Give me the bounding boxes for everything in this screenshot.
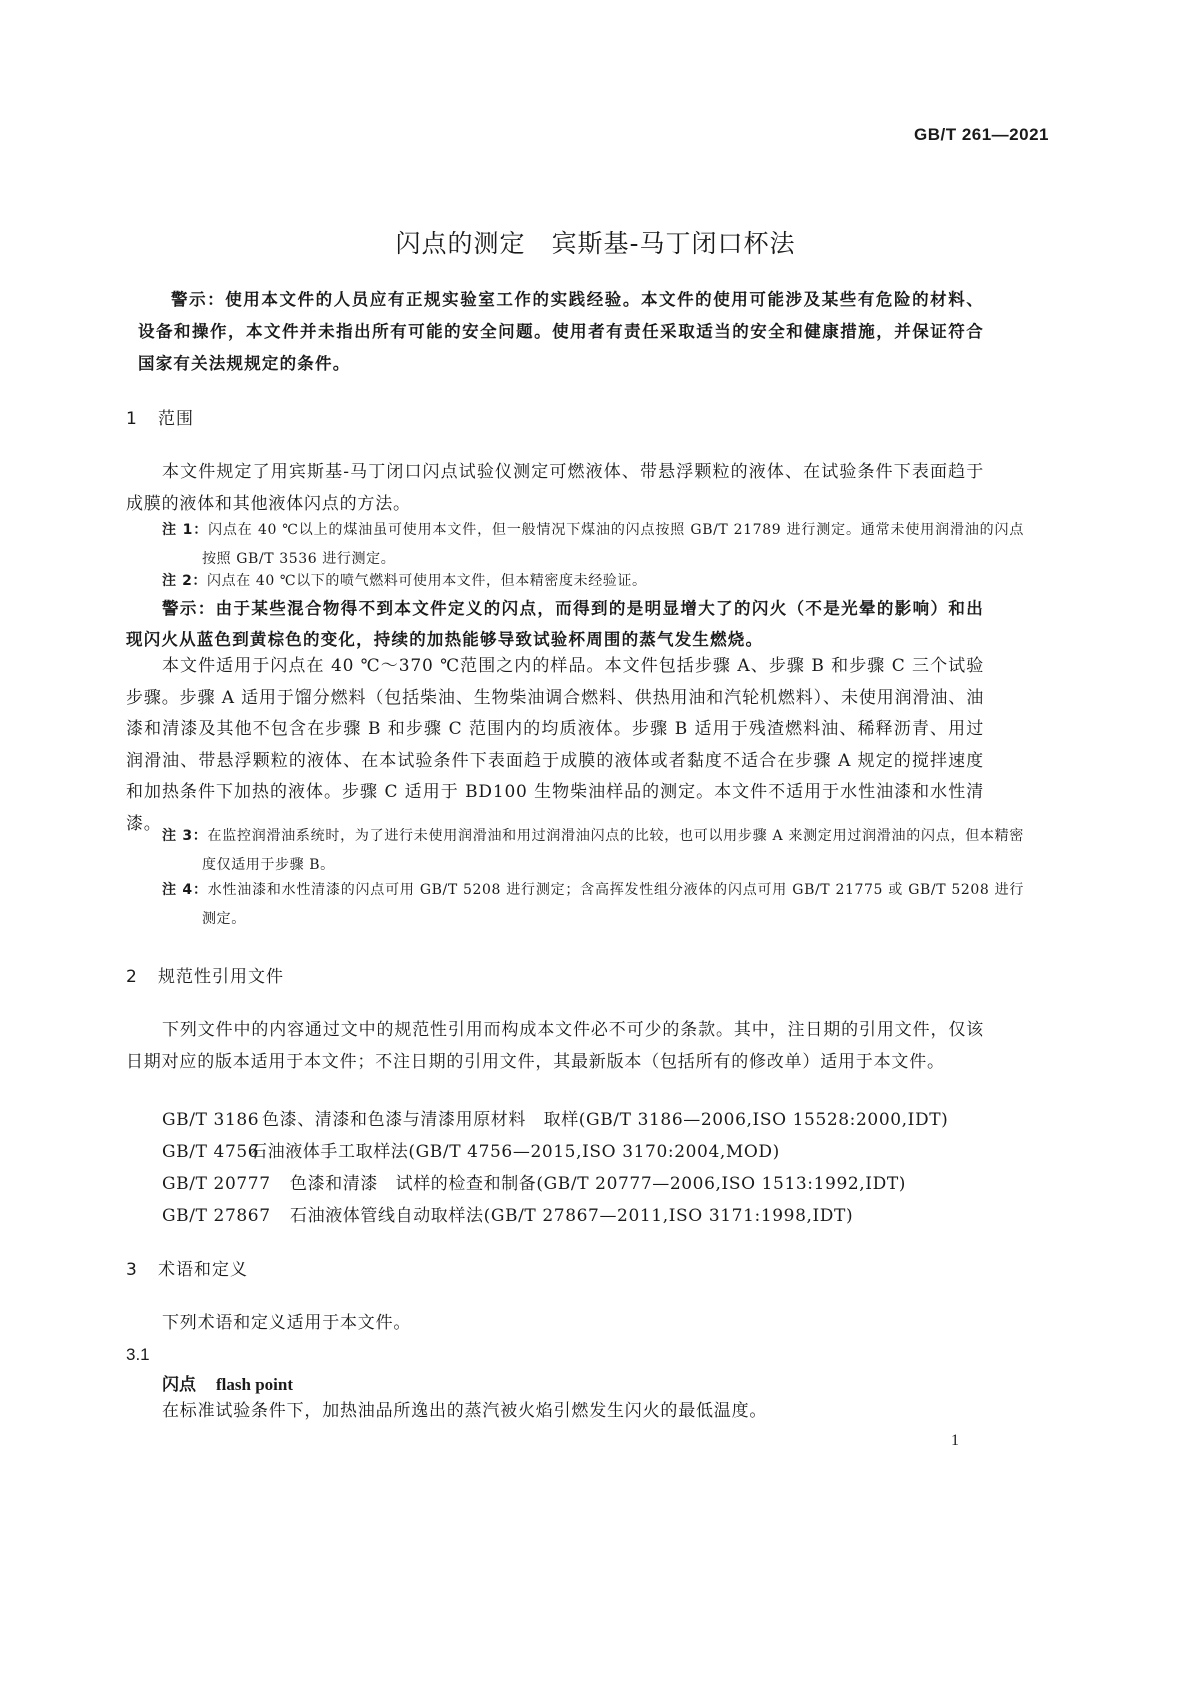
term-definition: 在标准试验条件下，加热油品所逸出的蒸汽被火焰引燃发生闪火的最低温度。 [162,1401,768,1421]
note-3 [162,822,1024,880]
reference-item [162,1105,948,1137]
note-4 [162,876,1024,934]
note-3-text: 在监控润滑油系统时，为了进行未使用润滑油和用过润滑油闪点的比较，也可以用步骤 A 来测定用过润滑油的闪点，但本精密度仅适用于步骤 B。 [202,828,1024,873]
section-1-number: 1 [126,409,138,429]
term-chinese: 闪点 [162,1375,196,1395]
reference-item [162,1169,906,1201]
section-2-title: 规范性引用文件 [158,967,284,987]
reference-title: 色漆和清漆 试样的检查和制备(GB/T 20777—2006,ISO 1513:1992,IDT) [290,1174,906,1194]
section-3-heading [126,1255,248,1280]
note-4-text: 水性油漆和水性清漆的闪点可用 GB/T 5208 进行测定；含高挥发性组分液体的闪点可用 GB/T 21775 或 GB/T 5208 进行测定。 [202,882,1025,927]
reference-code: GB/T 20777 [162,1174,271,1194]
note-2 [162,567,1024,596]
note-4-label: 注 4： [162,882,208,898]
note-1-label: 注 1： [162,522,209,538]
standard-number: GB/T 261—2021 [913,125,1049,144]
flash-warning: 警示：由于某些混合物得不到本文件定义的闪点，而得到的是明显增大了的闪火（不是光晕的影响）和出现闪火从蓝色到黄棕色的变化，持续的加热能够导致试验杯周围的蒸气发生燃烧。 [126,599,984,649]
section-2-number: 2 [126,967,138,987]
section-1-title: 范围 [158,409,194,429]
page-number: 1 [951,1432,959,1449]
reference-item [162,1137,780,1169]
reference-title: 石油液体手工取样法(GB/T 4756—2015,ISO 3170:2004,MOD) [250,1142,780,1162]
section-3-title: 术语和定义 [158,1260,248,1280]
note-2-label: 注 2： [162,573,208,589]
reference-title: 石油液体管线自动取样法(GB/T 27867—2011,ISO 3171:1998,IDT) [290,1206,854,1226]
reference-title: 色漆、清漆和色漆与清漆用原材料 取样(GB/T 3186—2006,ISO 15528:2000,IDT) [262,1110,949,1130]
document-title: 闪点的测定 宾斯基-马丁闭口杯法 [395,229,796,258]
reference-code: GB/T 4756 [162,1142,260,1162]
reference-code: GB/T 27867 [162,1206,271,1226]
term-heading [162,1370,293,1395]
scope-paragraph-1: 本文件规定了用宾斯基-马丁闭口闪点试验仪测定可燃液体、带悬浮颗粒的液体、在试验条件下表面趋于成膜的液体和其他液体闪点的方法。 [126,462,984,514]
safety-warning: 警示：使用本文件的人员应有正规实验室工作的实践经验。本文件的使用可能涉及某些有危险的材料、设备和操作，本文件并未指出所有可能的安全问题。使用者有责任采取适当的安全和健康措施，并保证符合国家有关法规规定的条件。 [138,290,984,373]
term-number: 3.1 [126,1345,150,1364]
note-1 [162,516,1024,574]
terms-intro: 下列术语和定义适用于本文件。 [162,1313,412,1333]
scope-paragraph-2: 本文件适用于闪点在 40 ℃～370 ℃范围之内的样品。本文件包括步骤 A、步骤 B 和步骤 C 三个试验步骤。步骤 A 适用于馏分燃料（包括柴油、生物柴油调合燃料、供热用油和汽轮机燃料）、未使用润滑油、油漆和清漆及其他不包含在步骤 B 和步骤 C 范围内的均质液体。步骤 B 适用于残渣燃料油、稀释沥青、用过润滑油、带悬浮颗粒的液体、在本试验条件下表面趋于成膜的液体或者黏度不适合在步骤 A 规定的搅拌速度和加热条件下加热的液体。步骤 C 适用于 BD100 生物柴油样品的测定。本文件不适用于水性油漆和水性清漆。 [126,656,984,834]
note-1-text: 闪点在 40 ℃以上的煤油虽可使用本文件，但一般情况下煤油的闪点按照 GB/T 21789 进行测定。通常未使用润滑油的闪点按照 GB/T 3536 进行测定。 [202,522,1024,567]
section-3-number: 3 [126,1260,138,1280]
note-2-text: 闪点在 40 ℃以下的喷气燃料可使用本文件，但本精密度未经验证。 [207,573,647,589]
normative-references-paragraph: 下列文件中的内容通过文中的规范性引用而构成本文件必不可少的条款。其中，注日期的引用文件，仅该日期对应的版本适用于本文件；不注日期的引用文件，其最新版本（包括所有的修改单）适用于本文件。 [126,1020,984,1072]
section-2-heading [126,962,284,987]
reference-code: GB/T 3186 [162,1110,260,1130]
reference-item [162,1201,853,1233]
term-english: flash point [216,1375,293,1394]
note-3-label: 注 3： [162,828,208,844]
section-1-heading [126,404,194,429]
